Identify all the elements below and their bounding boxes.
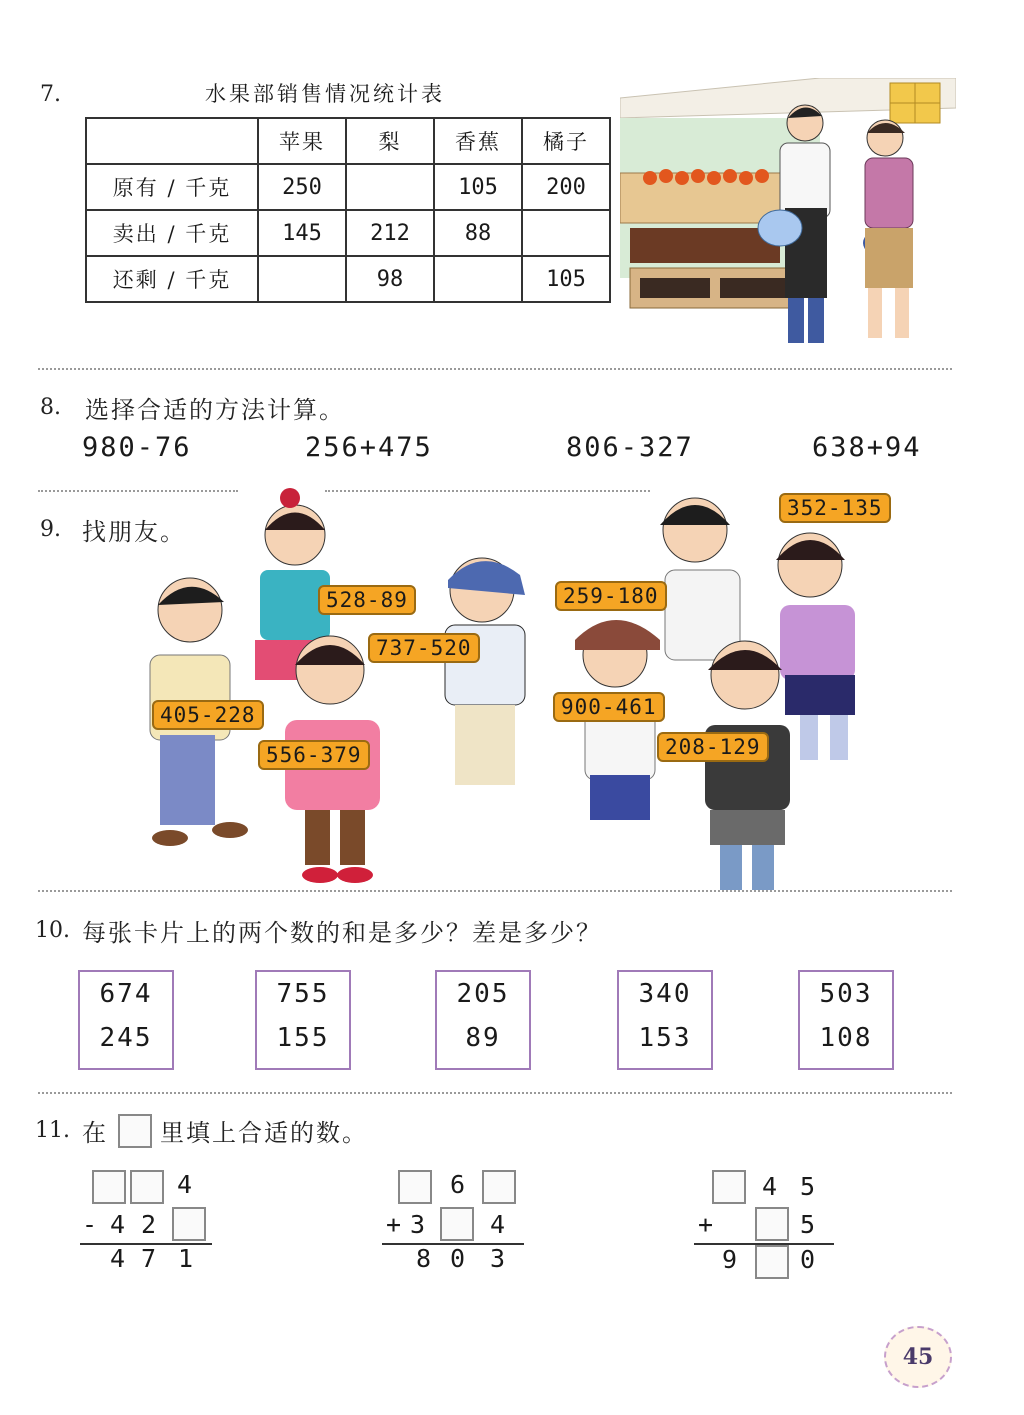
digit: 5 [800, 1172, 816, 1201]
question-number-11: 11. [35, 1118, 70, 1143]
digit: 4 [177, 1170, 193, 1199]
question-number-10: 10. [35, 918, 70, 943]
expression: 806-327 [566, 432, 694, 463]
card-top-number: 755 [276, 979, 330, 1009]
row-label-sold: 卖出 / 千克 [86, 210, 258, 256]
sales-table [85, 117, 611, 303]
digit: 7 [141, 1244, 157, 1273]
digit: 9 [722, 1245, 738, 1274]
table-cell: 145 [258, 210, 346, 256]
page-number: 45 [884, 1326, 952, 1388]
table-cell-blank[interactable] [258, 256, 346, 302]
digit: 4 [110, 1244, 126, 1273]
table-cell: 88 [434, 210, 522, 256]
table-cell-blank[interactable] [522, 210, 610, 256]
digit: 8 [416, 1244, 432, 1273]
header-apple: 苹果 [258, 118, 346, 164]
question-number-9: 9. [40, 517, 61, 542]
blank-box[interactable] [92, 1170, 126, 1204]
number-card [798, 970, 894, 1070]
header-banana: 香蕉 [434, 118, 522, 164]
digit: 4 [490, 1210, 506, 1239]
card-top-number: 205 [456, 979, 510, 1009]
row-label-remaining: 还剩 / 千克 [86, 256, 258, 302]
table-row [86, 210, 610, 256]
question-9-text: 找朋友。 [82, 518, 186, 546]
expression-sign: 208-129 [657, 732, 769, 762]
question-10-text: 每张卡片上的两个数的和是多少？差是多少？ [82, 919, 602, 947]
card-bottom-number: 89 [465, 1023, 501, 1053]
number-card [255, 970, 351, 1070]
card-top-number: 503 [819, 979, 873, 1009]
digit: 2 [141, 1210, 157, 1239]
example-blank-box [118, 1114, 152, 1148]
digit: 5 [800, 1210, 816, 1239]
card-top-number: 340 [638, 979, 692, 1009]
digit: 1 [178, 1244, 194, 1273]
expression: 980-76 [82, 432, 192, 463]
table-cell-blank[interactable] [346, 164, 434, 210]
question-8-text: 选择合适的方法计算。 [85, 396, 345, 424]
number-card [78, 970, 174, 1070]
digit: 0 [800, 1245, 816, 1274]
expression-sign: 556-379 [258, 740, 370, 770]
blank-box[interactable] [755, 1207, 789, 1241]
question-number-7: 7. [40, 82, 61, 107]
header-orange: 橘子 [522, 118, 610, 164]
card-top-number: 674 [99, 979, 153, 1009]
table-cell-blank[interactable] [434, 256, 522, 302]
number-card [617, 970, 713, 1070]
question-11-text-before: 在 [82, 1119, 108, 1147]
table-row [86, 256, 610, 302]
table-row [86, 164, 610, 210]
section-divider [38, 890, 952, 892]
digit: 3 [410, 1210, 426, 1239]
digit: 6 [450, 1170, 466, 1199]
blank-box[interactable] [398, 1170, 432, 1204]
number-card [435, 970, 531, 1070]
blank-box[interactable] [712, 1170, 746, 1204]
blank-box[interactable] [755, 1245, 789, 1279]
fruit-stand-illustration [620, 78, 956, 358]
digit: 3 [490, 1244, 506, 1273]
expression-sign: 405-228 [152, 700, 264, 730]
table-cell: 105 [522, 256, 610, 302]
digit: 4 [110, 1210, 126, 1239]
table-cell: 98 [346, 256, 434, 302]
card-bottom-number: 155 [276, 1023, 330, 1053]
table-cell: 200 [522, 164, 610, 210]
question-number-8: 8. [40, 395, 61, 420]
blank-box[interactable] [172, 1207, 206, 1241]
expression: 638+94 [812, 432, 922, 463]
table-cell: 212 [346, 210, 434, 256]
expression-sign: 737-520 [368, 633, 480, 663]
operator-plus: + [386, 1210, 402, 1239]
card-bottom-number: 108 [819, 1023, 873, 1053]
expression-sign: 352-135 [779, 493, 891, 523]
expression-sign: 528-89 [318, 585, 416, 615]
table-title: 水果部销售情况统计表 [205, 82, 445, 106]
digit: 4 [762, 1172, 778, 1201]
blank-box[interactable] [482, 1170, 516, 1204]
expression-sign: 900-461 [553, 692, 665, 722]
section-divider [38, 1092, 952, 1094]
table-cell: 105 [434, 164, 522, 210]
children-illustration [120, 480, 940, 900]
header-pear: 梨 [346, 118, 434, 164]
card-bottom-number: 153 [638, 1023, 692, 1053]
card-bottom-number: 245 [99, 1023, 153, 1053]
table-header-row [86, 118, 610, 164]
operator-minus: - [82, 1210, 98, 1239]
section-divider [38, 368, 952, 370]
operator-plus: + [698, 1210, 714, 1239]
expression: 256+475 [305, 432, 433, 463]
table-corner-cell [86, 118, 258, 164]
expression-sign: 259-180 [555, 581, 667, 611]
blank-box[interactable] [440, 1207, 474, 1241]
digit: 0 [450, 1244, 466, 1273]
table-cell: 250 [258, 164, 346, 210]
blank-box[interactable] [130, 1170, 164, 1204]
row-label-original: 原有 / 千克 [86, 164, 258, 210]
question-11-text-after: 里填上合适的数。 [160, 1119, 368, 1147]
